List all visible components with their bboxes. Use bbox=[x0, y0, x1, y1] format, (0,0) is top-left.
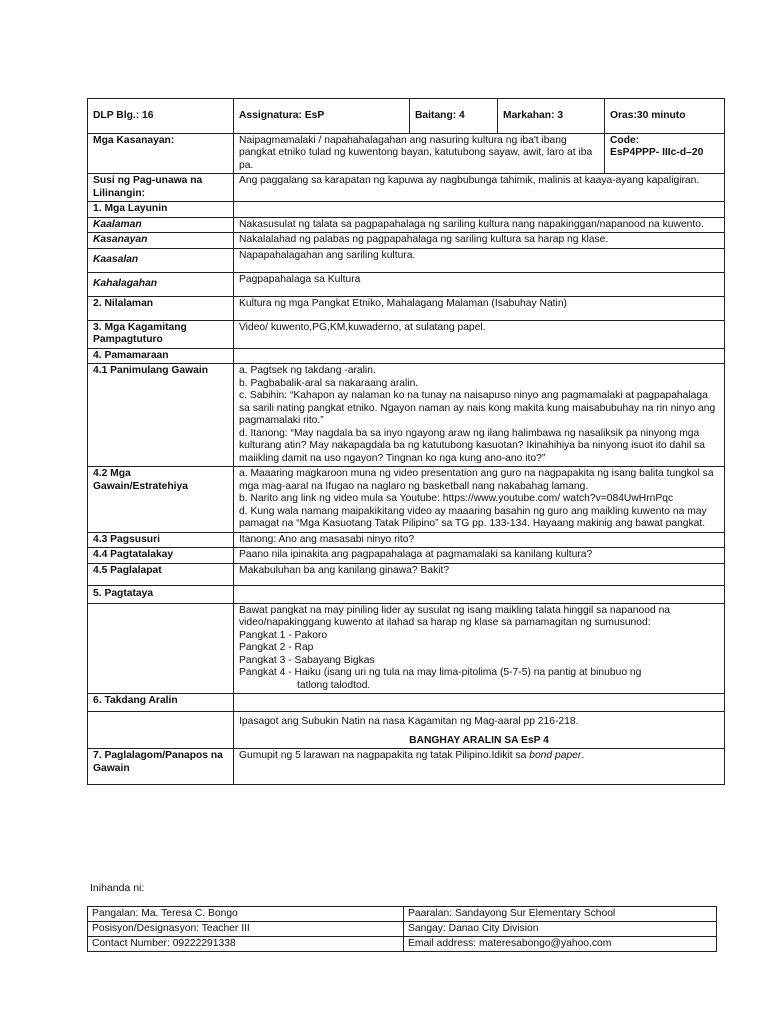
pagtataya-item-1: Pangkat 1 - Pakoro bbox=[239, 629, 328, 641]
paglalagom-end: . bbox=[581, 750, 585, 761]
kasanayan-text: Naipagmamalaki / napahahalagahan ang nasuring kultura ng iba't ibang pangkat etniko tulad ng kuwentong bayan, katutubong sayaw, awit, laro at iba pa. bbox=[234, 133, 605, 174]
kasanayan-label: Mga Kasanayan: bbox=[88, 133, 234, 174]
takdang-content-row bbox=[88, 712, 725, 749]
paglalagom-text: Gumupit ng 5 larawan na nagpapakita ng tatak Pilipino.Idikit sa bbox=[239, 750, 530, 761]
kahalagahan-row bbox=[88, 272, 725, 296]
pagtataya-item-4-continuation: tatlong talodtod. bbox=[297, 679, 371, 691]
panimula-line-d: d. Itanong: “May nagdala ba sa inyo ngayong araw ng ilang halimbawa ng nasaliksik pa ninyong mga kulturang atin? May nakapagdala ba ng katutubong kasuotan? Ikinahihiya ba ninyong isuot ito dahil sa maiikling damit na uso ngayon? Tingnan ko nga kung ano-ano ito?” bbox=[239, 427, 705, 464]
gawain-line-d: d. Kung wala namang maipakikitang video ay maaaring basahin ng guro ang maikling kuwento na may pamagat na “Mga Kasuotang Tatak Pilipino” sa TG pp. 133-134. Hayaang makinig ang bawat pangkat. bbox=[239, 505, 707, 529]
kagamitan-text: Video/ kuwento,PG,KM,kuwaderno, at sulatang papel. bbox=[234, 320, 725, 348]
kasanayan-objective-text: Nakalalahad ng palabas ng pagpapahalaga ng sariling kultura sa harap ng klase. bbox=[234, 233, 725, 249]
kasanayan-objective-label: Kasanayan bbox=[88, 233, 234, 249]
pagtatalakay-text: Paano nila ipinakita ang pagpapahalaga at pagmamalaki sa kanilang kultura? bbox=[234, 548, 725, 564]
oras: Oras:30 minuto bbox=[605, 99, 725, 134]
pagsusuri-label: 4.3 Pagsusuri bbox=[88, 532, 234, 548]
lesson-plan-table bbox=[87, 98, 725, 785]
takdang-empty bbox=[234, 694, 725, 712]
info-row-2 bbox=[88, 922, 717, 937]
takdang-label: 6. Takdang Aralin bbox=[88, 694, 234, 712]
kahalagahan-label: Kahalagahan bbox=[88, 272, 234, 296]
pagtataya-row bbox=[88, 585, 725, 603]
info-paaralan: Paaralan: Sandayong Sur Elementary School bbox=[404, 907, 717, 922]
nilalaman-text: Kultura ng mga Pangkat Etniko, Mahalagang Malaman (Isabuhay Natin) bbox=[234, 296, 725, 320]
gawain-content bbox=[234, 467, 725, 533]
teacher-info-table bbox=[87, 906, 717, 952]
code-value: EsP4PPP- IIIc-d–20 bbox=[610, 147, 704, 158]
kaalaman-text: Nakasusulat ng talata sa pagpapahalaga ng sariling kultura nang napakinggan/napanood na kuwento. bbox=[234, 217, 725, 233]
info-row-1 bbox=[88, 907, 717, 922]
kaasalan-row bbox=[88, 248, 725, 272]
layunin-empty bbox=[234, 202, 725, 218]
nilalaman-row bbox=[88, 296, 725, 320]
nilalaman-label: 2. Nilalaman bbox=[88, 296, 234, 320]
markahan: Markahan: 3 bbox=[498, 99, 605, 134]
pagtataya-item-2: Pangkat 2 - Rap bbox=[239, 642, 314, 653]
panimula-label: 4.1 Panimulang Gawain bbox=[88, 364, 234, 467]
dlp-number: DLP Blg.: 16 bbox=[88, 99, 234, 134]
kagamitan-label: 3. Mga Kagamitang Pampagtuturo bbox=[88, 320, 234, 348]
susi-row bbox=[88, 174, 725, 202]
pagtatalakay-row bbox=[88, 548, 725, 564]
paglalapat-text: Makabuluhan ba ang kanilang ginawa? Bakit? bbox=[234, 563, 725, 585]
pagtatalakay-label: 4.4 Pagtatalakay bbox=[88, 548, 234, 564]
gawain-label: 4.2 Mga Gawain/Estratehiya bbox=[88, 467, 234, 533]
info-pangalan: Pangalan: Ma. Teresa C. Bongo bbox=[88, 907, 404, 922]
kaasalan-text: Napapahalagahan ang sariling kultura. bbox=[234, 248, 725, 272]
takdang-content bbox=[234, 712, 725, 749]
takdang-blank bbox=[88, 712, 234, 749]
code-label: Code: bbox=[610, 134, 640, 146]
paglalagom-row bbox=[88, 749, 725, 785]
info-contact: Contact Number: 09222291338 bbox=[88, 937, 404, 952]
code-cell bbox=[605, 133, 725, 174]
paglalapat-label: 4.5 Paglalapat bbox=[88, 563, 234, 585]
prepared-by: Inihanda ni: bbox=[90, 882, 145, 894]
panimula-line-c: c. Sabihin: “Kahapon ay nalaman ko na tunay na naisapuso ninyo ang pagmamalaki at pagpapahalaga sa sarili nating pangkat etniko. Ngayon naman ay nais kong makita kung maisabubuhay na rin ninyo ang pagmamalaki rito.” bbox=[239, 390, 716, 426]
info-sangay: Sangay: Danao City Division bbox=[404, 922, 717, 937]
panimula-line-a: a. Pagtsek ng takdang -aralin. bbox=[239, 365, 376, 376]
kaasalan-label: Kaasalan bbox=[88, 248, 234, 272]
gawain-line-b: b. Narito ang link ng video mula sa Youtube: https://www.youtube.com/ watch?v=084UwHrnPqc bbox=[239, 493, 674, 504]
paglalapat-row bbox=[88, 563, 725, 585]
paglalagom-label: 7. Paglalagom/Panapos na Gawain bbox=[88, 749, 234, 785]
banghay-title: BANGHAY ARALIN SA EsP 4 bbox=[409, 734, 549, 746]
header-row bbox=[88, 99, 725, 134]
pagtataya-label: 5. Pagtataya bbox=[88, 585, 234, 603]
panimula-line-b: b. Pagbabalik-aral sa nakaraang aralin. bbox=[239, 377, 419, 389]
kasanayan-row bbox=[88, 133, 725, 174]
gawain-row bbox=[88, 467, 725, 533]
pamamaraan-empty bbox=[234, 348, 725, 364]
pagsusuri-row bbox=[88, 532, 725, 548]
layunin-row bbox=[88, 202, 725, 218]
pamamaraan-label: 4. Pamamaraan bbox=[88, 348, 234, 364]
layunin-label: 1. Mga Layunin bbox=[88, 202, 234, 218]
info-row-3 bbox=[88, 937, 717, 952]
kagamitan-row bbox=[88, 320, 725, 348]
pagtataya-item-3: Pangkat 3 - Sabayang Bigkas bbox=[239, 654, 375, 666]
panimula-row bbox=[88, 364, 725, 467]
susi-text: Ang paggalang sa karapatan ng kapuwa ay nagbubunga tahimik, malinis at kaaya-ayang kapaligiran. bbox=[234, 174, 725, 202]
pagtataya-content-row bbox=[88, 603, 725, 694]
paglalagom-italic: bond paper bbox=[529, 750, 582, 761]
info-posisyon: Posisyon/Designasyon: Teacher III bbox=[88, 922, 404, 937]
pagtataya-intro: Bawat pangkat na may piniling lider ay susulat ng isang maikling talata hinggil sa napanood na video/napakinggang kuwento at ilahad sa harap ng klase sa pamamagitan ng sumusunod: bbox=[239, 604, 671, 628]
pagtataya-item-4: Pangkat 4 - Haiku (isang uri ng tula na may lima-pitolima (5-7-5) na pantig at binubuo ng bbox=[239, 667, 642, 678]
panimula-content bbox=[234, 364, 725, 467]
susi-label: Susi ng Pag-unawa na Lilinangin: bbox=[88, 174, 234, 202]
pamamaraan-row bbox=[88, 348, 725, 364]
paglalagom-content bbox=[234, 749, 725, 785]
gawain-line-a: a. Maaaring magkaroon muna ng video presentation ang guro na nagpapakita ng isang balita tungkol sa mga mag-aaral na Ifugao na naglaro ng basketball nang nakabahag lamang. bbox=[239, 468, 714, 492]
assignatura: Assignatura: EsP bbox=[234, 99, 410, 134]
pagsusuri-text: Itanong: Ano ang masasabi ninyo rito? bbox=[234, 532, 725, 548]
baitang: Baitang: 4 bbox=[410, 99, 498, 134]
kasanayan-objective-row bbox=[88, 233, 725, 249]
kahalagahan-text: Pagpapahalaga sa Kultura bbox=[234, 272, 725, 296]
pagtataya-blank bbox=[88, 603, 234, 694]
takdang-row bbox=[88, 694, 725, 712]
takdang-text: Ipasagot ang Subukin Natin na nasa Kagamitan ng Mag-aaral pp 216-218. bbox=[239, 716, 579, 727]
kaalaman-row bbox=[88, 217, 725, 233]
kaalaman-label: Kaalaman bbox=[88, 217, 234, 233]
pagtataya-empty bbox=[234, 585, 725, 603]
info-email: Email address: materesabongo@yahoo.com bbox=[404, 937, 717, 952]
pagtataya-content bbox=[234, 603, 725, 694]
